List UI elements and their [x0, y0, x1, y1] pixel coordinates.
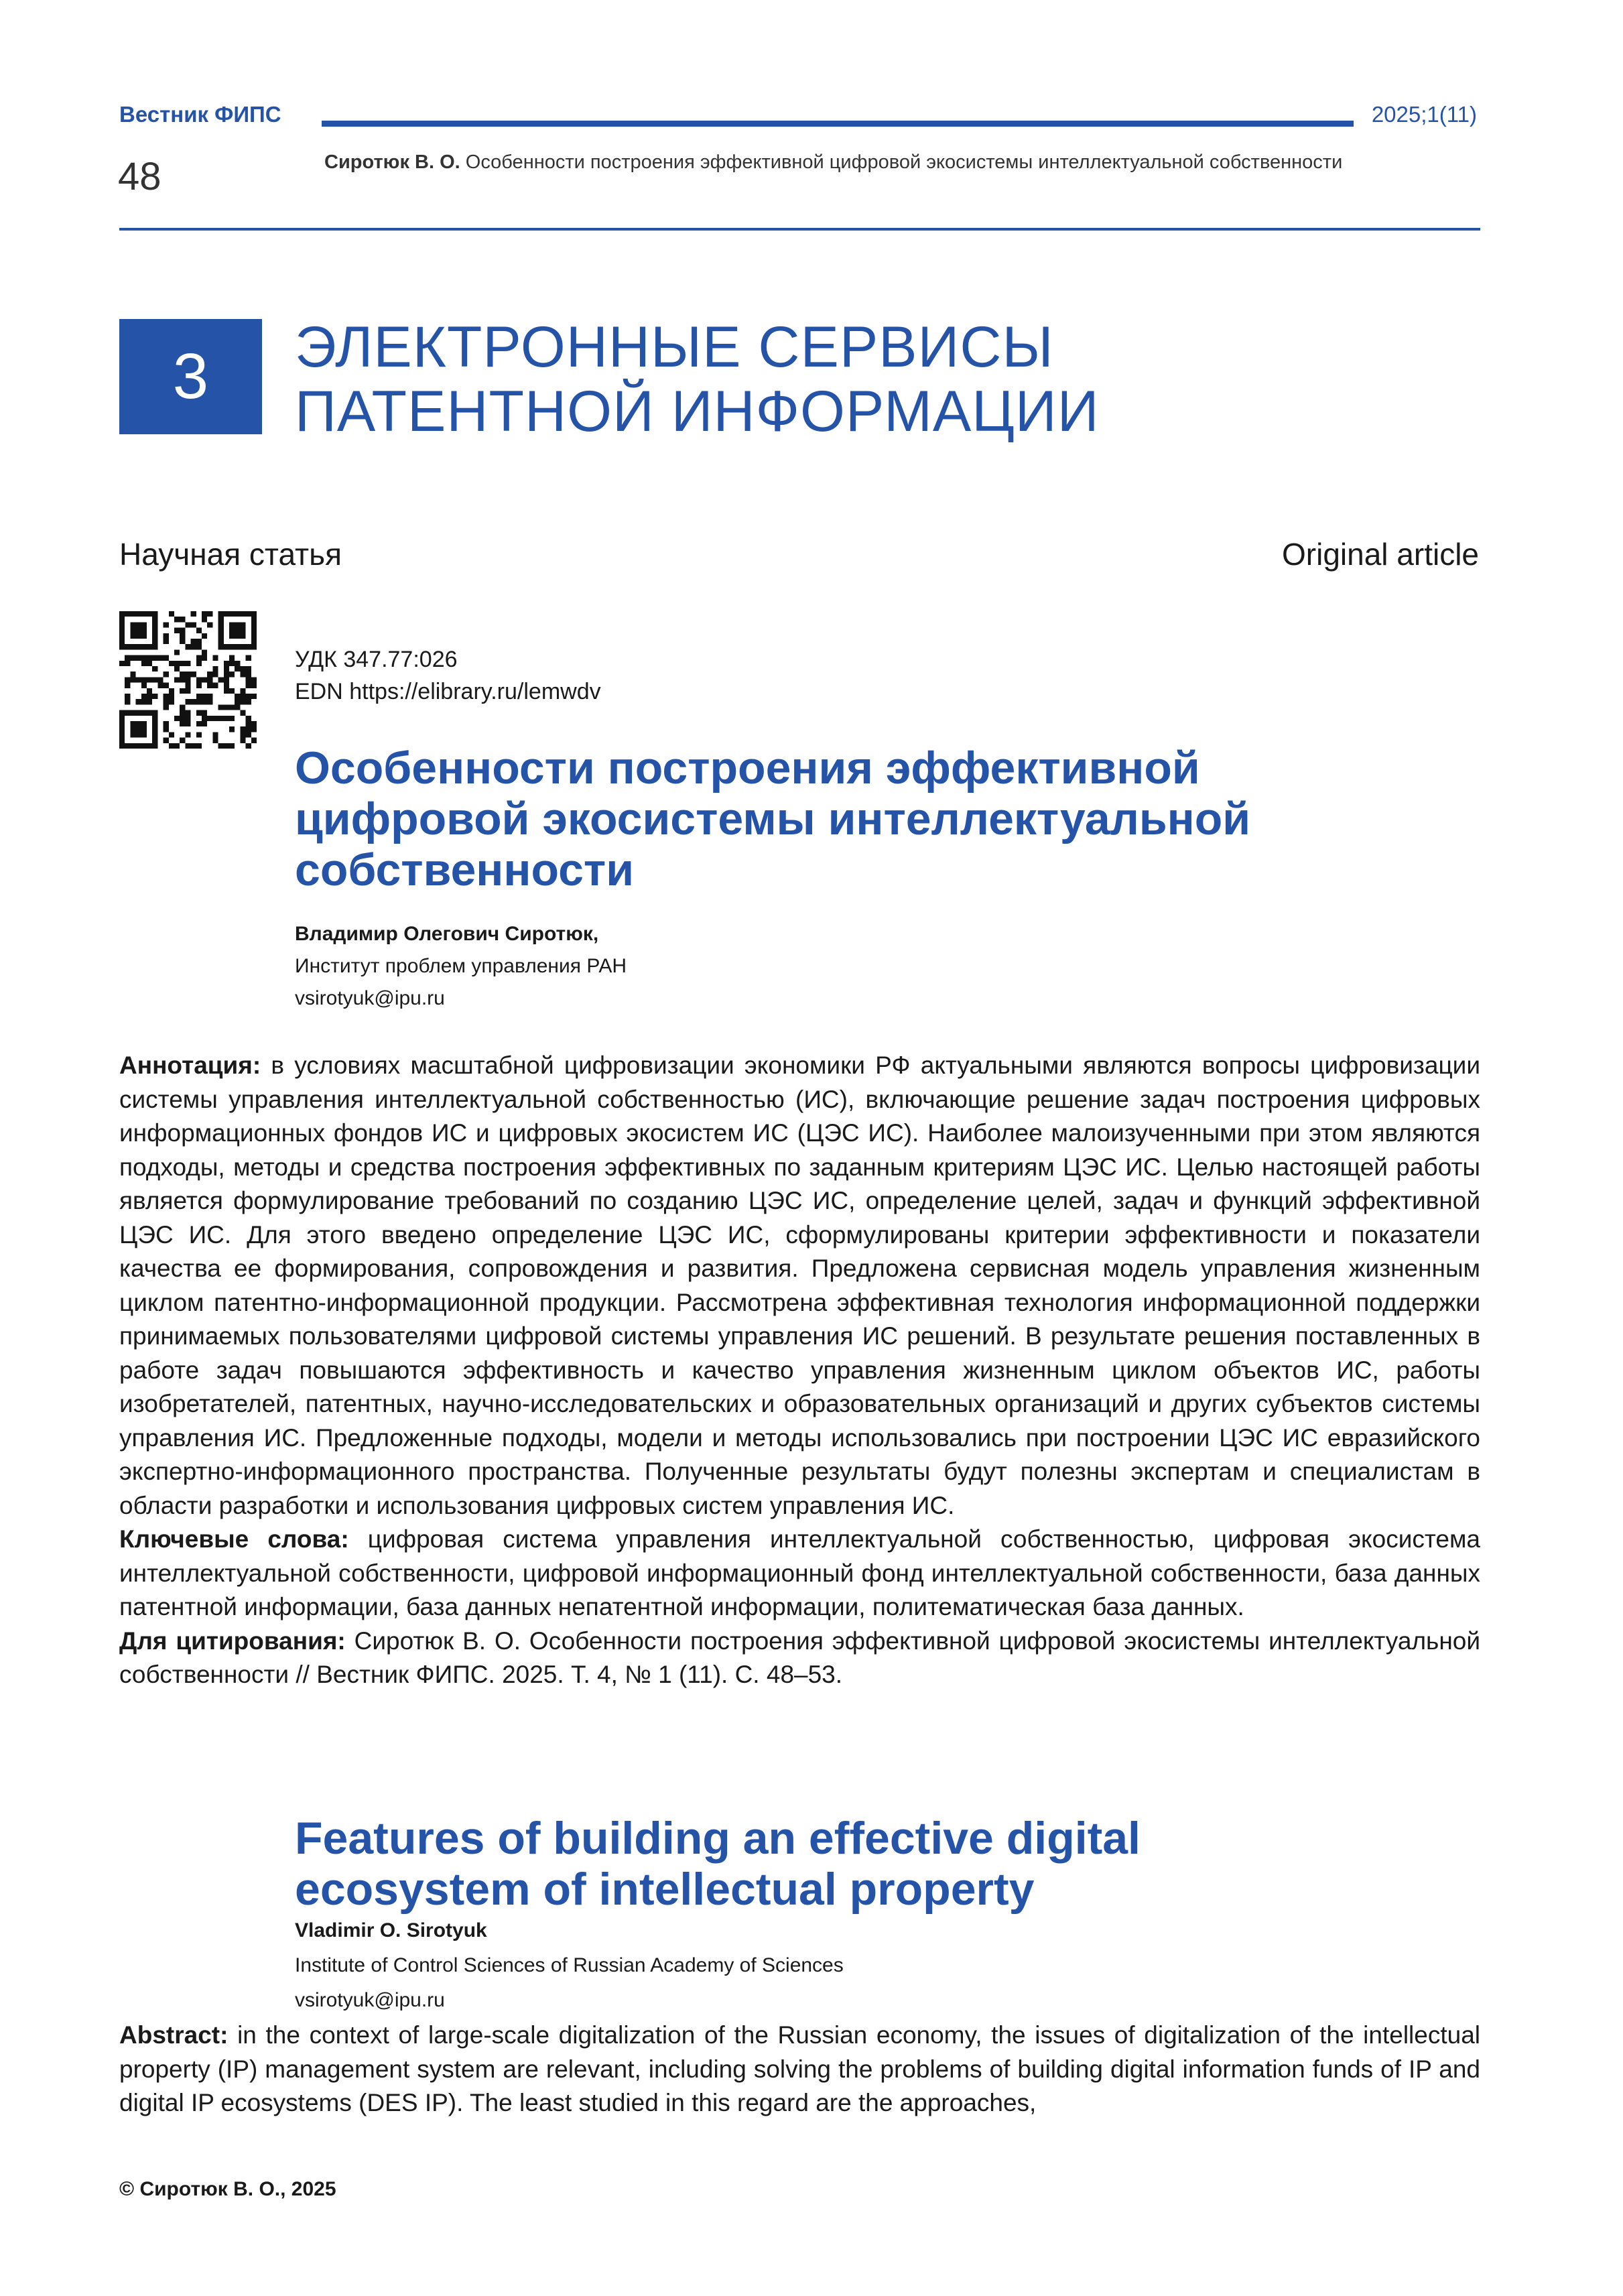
section-number-box [119, 319, 262, 434]
abstract-text-en: in the context of large-scale digitalization of the Russian economy, the issues of digitalization of the intellectual property (IP) management system are relevant, including solving the problems of building digital information funds of IP and digital IP ecosystems (DES IP). The least studied in this regard are the approaches, [119, 2021, 1480, 2116]
page-number: 48 [118, 155, 161, 198]
abstract-label-ru: Аннотация: [119, 1051, 261, 1079]
citation-text-ru: Сиротюк В. О. Особенности построения эффективной цифровой экосистемы интеллектуальной собственности // Вестник ФИПС. 2025. Т. 4, № 1 (11). С. 48–53. [119, 1627, 1480, 1688]
article-title-ru [295, 743, 1434, 895]
section-title-line1: ЭЛЕКТРОННЫЕ СЕРВИСЫ [295, 315, 1054, 379]
running-title [324, 149, 1464, 175]
citation-label-ru: Для цитирования: [119, 1627, 346, 1655]
identifiers [295, 643, 601, 708]
section-number: 3 [172, 340, 209, 412]
keywords-label-ru: Ключевые слова: [119, 1525, 349, 1553]
affiliation-ru: Институт проблем управления РАН [295, 955, 627, 977]
section-title [295, 315, 1100, 444]
article-type-ru: Научная статья [119, 537, 342, 572]
issue-number: 2025;1(11) [1371, 102, 1477, 127]
edn-link[interactable]: EDN https://elibrary.ru/lemwdv [295, 679, 601, 704]
copyright: © Сиротюк В. О., 2025 [119, 2178, 336, 2200]
header-rule [322, 121, 1354, 127]
abstract-label-en: Abstract: [119, 2021, 229, 2049]
abstract-en [119, 2019, 1480, 2120]
author-name-ru: Владимир Олегович Сиротюк, [295, 923, 599, 945]
article-title-en [295, 1813, 1434, 1915]
article-type-en: Original article [1282, 537, 1479, 572]
article-title-ru-line1: Особенности построения эффективной [295, 743, 1200, 793]
udk-code: УДК 347.77:026 [295, 647, 458, 672]
qr-code-icon [119, 611, 257, 749]
header-bottom-rule [119, 228, 1480, 231]
author-name-en: Vladimir O. Sirotyuk [295, 1919, 487, 1941]
author-block-en [295, 1913, 844, 2018]
section-title-line2: ПАТЕНТНОЙ ИНФОРМАЦИИ [295, 379, 1100, 444]
author-block-ru [295, 918, 627, 1015]
keywords-text-ru: цифровая система управления интеллектуальной собственностью, цифровая экосистема интеллектуальной собственности, цифровой информационный фонд интеллектуальной собственности, база данных патентной информации, база данных непатентной информации, политематическая база данных. [119, 1525, 1481, 1620]
email-ru[interactable]: vsirotyuk@ipu.ru [295, 987, 445, 1009]
article-title-en-line1: Features of building an effective digital [295, 1813, 1141, 1864]
running-article-title: Особенности построения эффективной цифровой экосистемы интеллектуальной собственности [465, 151, 1343, 173]
journal-name: Вестник ФИПС [119, 102, 281, 127]
abstract-ru [119, 1049, 1480, 1692]
running-author: Сиротюк В. О. [324, 151, 460, 173]
abstract-text-ru: в условиях масштабной цифровизации экономики РФ актуальными являются вопросы цифровизации системы управления интеллектуальной собственностью (ИС), включающие решение задач построения цифровых информационных фондов ИС и цифровых экосистем ИС (ЦЭС ИС). Наиболее малоизученными при этом являются подходы, методы и средства построения эффективных по заданным критериям ЦЭС ИС. Целью настоящей работы является формулирование требований по созданию ЦЭС ИС, определение целей, задач и функций эффективной ЦЭС ИС. Для этого введено определение ЦЭС ИС, сформулированы критерии эффективности и показатели качества ее формирования, сопровождения и развития. Предложена сервисная модель управления жизненным циклом патентно-информационной продукции. Рассмотрена эффективная технология информационной поддержки принимаемых пользователями цифровой системы управления ИС решений. В результате решения поставленных в работе задач повышаются эффективность и качество управления жизненным циклом объектов ИС, работы изобретателей, патентных, научно-исследовательских и образовательных организаций и других субъектов системы управления ИС. Предложенные подходы, модели и методы использовались при построении ЦЭС ИС евразийского экспертно-информационного пространства. Полученные результаты будут полезны экспертам и специалистам в области разработки и использования цифровых систем управления ИС. [119, 1051, 1480, 1519]
article-title-ru-line2: цифровой экосистемы интеллектуальной [295, 793, 1251, 844]
article-title-en-line2: ecosystem of intellectual property [295, 1864, 1035, 1915]
email-en[interactable]: vsirotyuk@ipu.ru [295, 1989, 445, 2011]
affiliation-en: Institute of Control Sciences of Russian Academy of Sciences [295, 1954, 844, 1976]
article-title-ru-line3: собственности [295, 844, 635, 895]
